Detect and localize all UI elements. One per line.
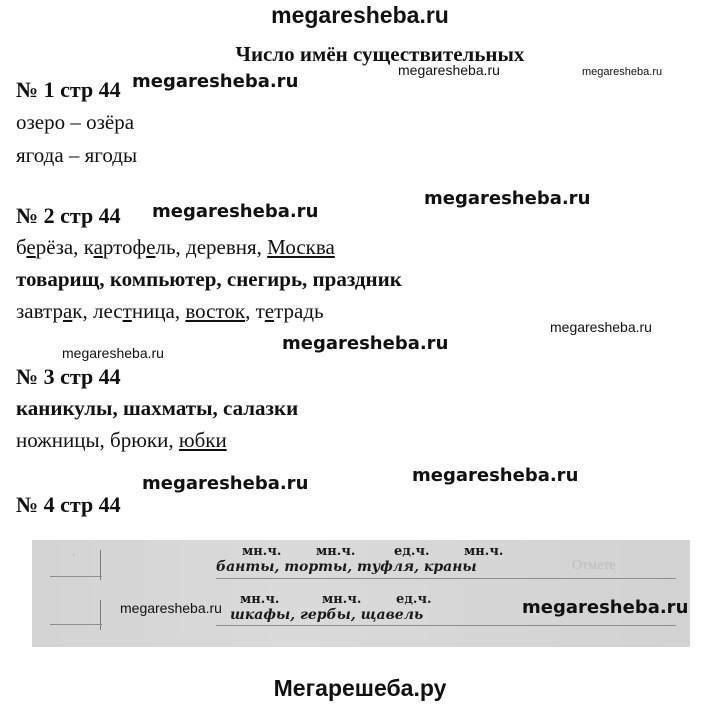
task-3-line-1: каникулы, шахматы, салазки [16,396,299,420]
task-2-heading: № 2 стр 44 [16,203,121,228]
watermark: megaresheba.ru [412,465,579,486]
label: мн.ч. [322,592,362,607]
task-1-line: озеро – озёра [16,110,135,134]
task-1-line: ягода – ягоды [16,143,138,167]
watermark: megaresheba.ru [522,597,689,618]
label: мн.ч. [242,544,282,559]
scanned-exercise-image: , мн.ч. мн.ч. ед.ч. мн.ч. банты, торты, туфля, краны Отмете мн.ч. мн.ч. ед.ч. шкафы, гербы, щавель [32,540,690,647]
watermark: megaresheba.ru [424,188,591,209]
task-3-line-2: ножницы, брюки, юбки [16,428,227,452]
site-header: megaresheba.ru [271,2,449,28]
watermark: megaresheba.ru [282,333,449,354]
task-1-heading: № 1 стр 44 [16,77,121,102]
label: мн.ч. [464,544,504,559]
task-2-line-3: завтрак, лестница, восток, тетрадь [16,299,324,323]
watermark: megaresheba.ru [152,201,319,222]
task-3-heading: № 3 стр 44 [16,364,121,389]
label: ед.ч. [396,592,432,607]
watermark: megaresheba.ru [132,71,299,92]
task-2-line-1: берёза, картофель, деревня, Москва [16,235,335,259]
watermark: megaresheba.ru [120,600,222,616]
page-title: Число имён существительных [235,42,525,66]
label: мн.ч. [316,544,356,559]
task-4-heading: № 4 стр 44 [16,492,121,517]
watermark: megaresheba.ru [582,66,663,78]
watermark: megaresheba.ru [398,62,500,78]
label: ед.ч. [394,544,430,559]
label: мн.ч. [240,592,280,607]
watermark: megaresheba.ru [142,473,309,494]
watermark: megaresheba.ru [62,345,164,361]
site-footer: Мегарешеба.ру [273,675,447,701]
task-2-line-2: товарищ, компьютер, снегирь, праздник [16,267,402,291]
watermark: megaresheba.ru [550,319,652,335]
exercise-words: банты, торты, туфля, краны [216,559,477,575]
exercise-words: шкафы, гербы, щавель [230,607,424,623]
